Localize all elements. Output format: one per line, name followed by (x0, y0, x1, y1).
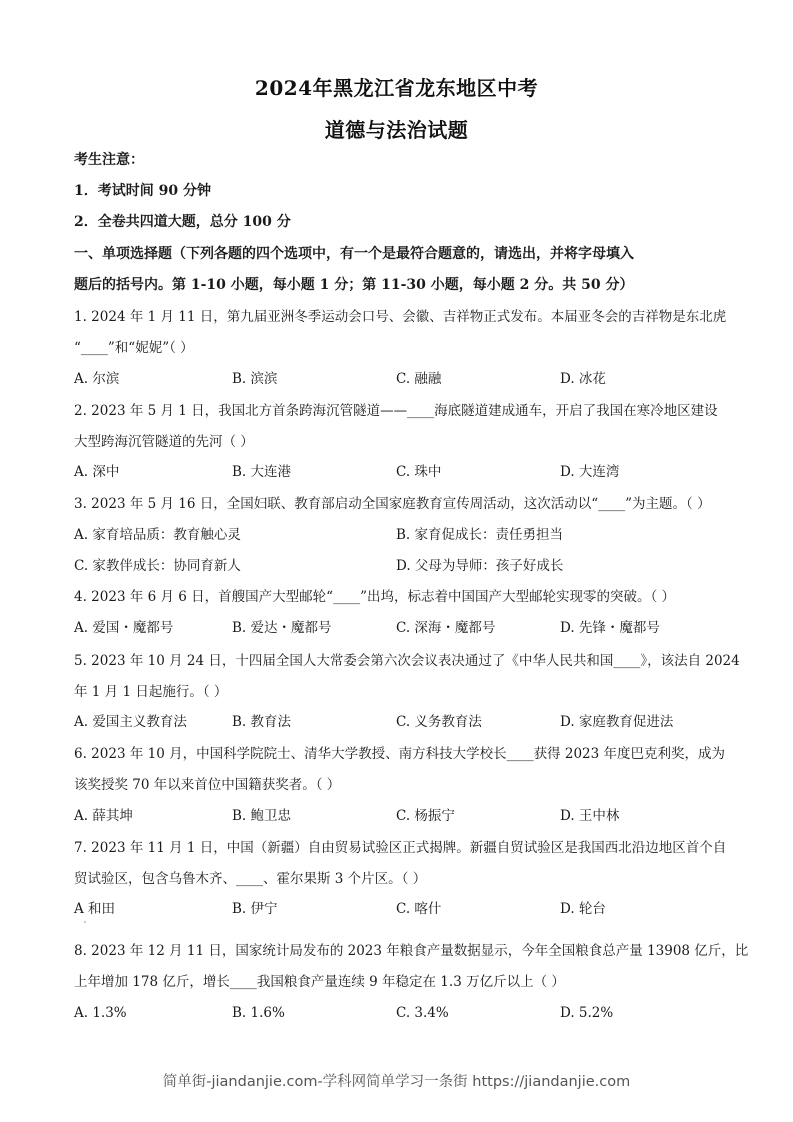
options-row (74, 807, 734, 825)
option-a[interactable]: A. 薛其坤 (74, 808, 133, 824)
question-text: 1. 2024 年 1 月 11 日，第九届亚洲冬季运动会口号、会徽、吉祥物正式发布。本届亚冬会的吉祥物是东北虎 (74, 309, 727, 325)
question-text: 2. 2023 年 5 月 1 日，我国北方首条跨海沉管隧道——____海底隧道建成通车，开启了我国在寒冷地区建设 (74, 403, 718, 419)
notice-item-1: 1．考试时间 90 分钟 (74, 183, 211, 199)
question-text: 大型跨海沉管隧道的先河（ ） (74, 434, 254, 450)
option-a[interactable]: A. 1.3% (74, 1005, 127, 1021)
option-c[interactable]: C. 3.4% (396, 1005, 449, 1021)
option-c[interactable]: C. 义务教育法 (396, 714, 482, 730)
question-text: 3. 2023 年 5 月 16 日，全国妇联、教育部启动全国家庭教育宣传周活动，这次活动以“____”为主题。（ ） (74, 496, 711, 512)
option-c[interactable]: C. 融融 (396, 371, 442, 387)
options-row (74, 370, 734, 388)
option-c[interactable]: C. 珠中 (396, 464, 442, 480)
option-d[interactable]: D. 王中林 (560, 808, 620, 824)
question-text: 7. 2023 年 11 月 1 日，中国（新疆）自由贸易试验区正式揭牌。新疆自贸试验区是我国西北沿边地区首个自 (74, 840, 727, 856)
option-b[interactable]: B. 爱达・魔都号 (232, 620, 332, 636)
options-row (74, 463, 734, 481)
option-a[interactable]: A. 深中 (74, 464, 120, 480)
option-d[interactable]: D. 家庭教育促进法 (560, 714, 674, 730)
options-row (74, 526, 734, 544)
option-a[interactable]: A 和田 (74, 901, 116, 917)
option-d[interactable]: D. 轮台 (560, 901, 606, 917)
option-d[interactable]: D. 父母为导师：孩子好成长 (396, 558, 564, 574)
scan-speck (84, 921, 86, 923)
option-a[interactable]: A. 爱国主义教育法 (74, 714, 187, 730)
option-a[interactable]: A. 尔滨 (74, 371, 120, 387)
option-b[interactable]: B. 滨滨 (232, 371, 278, 387)
question-text: 年 1 月 1 日起施行。（ ） (74, 684, 228, 700)
question-text: “____”和“妮妮”（ ） (74, 340, 194, 356)
option-c[interactable]: C. 喀什 (396, 901, 442, 917)
option-d[interactable]: D. 冰花 (560, 371, 606, 387)
options-row (74, 1004, 734, 1022)
notice-item-2: 2．全卷共四道大题，总分 100 分 (74, 214, 291, 230)
question-text: 5. 2023 年 10 月 24 日，十四届全国人大常委会第六次会议表决通过了《中华人民共和国____》，该法自 2024 (74, 653, 740, 669)
option-b[interactable]: B. 家育促成长：责任勇担当 (396, 527, 564, 543)
options-row (74, 619, 734, 637)
footer-watermark: 简单街-jiandanjie.com-学科网简单学习一条街 https://jiandanjie.com (162, 1074, 631, 1090)
section-instruction-line-1: 一、单项选择题（下列各题的四个选项中，有一个是最符合题意的，请选出，并将字母填入 (74, 246, 634, 262)
option-c[interactable]: C. 深海・魔都号 (396, 620, 496, 636)
option-b[interactable]: B. 教育法 (232, 714, 292, 730)
options-row (74, 900, 734, 918)
option-c[interactable]: C. 家教伴成长：协同育新人 (74, 558, 241, 574)
options-row (74, 713, 734, 731)
notice-heading: 考生注意： (74, 152, 144, 168)
option-b[interactable]: B. 1.6% (232, 1005, 285, 1021)
option-c[interactable]: C. 杨振宁 (396, 808, 455, 824)
option-b[interactable]: B. 伊宁 (232, 901, 278, 917)
question-text: 上年增加 178 亿斤，增长____我国粮食产量连续 9 年稳定在 1.3 万亿斤以上（ ） (74, 974, 565, 990)
option-d[interactable]: D. 先锋・魔都号 (560, 620, 660, 636)
option-b[interactable]: B. 鲍卫忠 (232, 808, 292, 824)
option-a[interactable]: A. 爱国・魔都号 (74, 620, 174, 636)
exam-subtitle: 道德与法治试题 (324, 118, 469, 142)
option-d[interactable]: D. 5.2% (560, 1005, 614, 1021)
exam-title: 2024年黑龙江省龙东地区中考 (254, 76, 539, 100)
option-a[interactable]: A. 家育培品质：教育触心灵 (74, 527, 241, 543)
question-text: 6. 2023 年 10 月，中国科学院院士、清华大学教授、南方科技大学校长____获得 2023 年度巴克利奖，成为 (74, 746, 726, 762)
options-row (74, 557, 734, 575)
question-text: 贸试验区，包含乌鲁木齐、____、霍尔果斯 3 个片区。（ ） (74, 871, 427, 887)
question-text: 该奖授奖 70 年以来首位中国籍获奖者。（ ） (74, 777, 341, 793)
question-text: 4. 2023 年 6 月 6 日，首艘国产大型邮轮“____”出坞，标志着中国国产大型邮轮实现零的突破。（ ） (74, 589, 676, 605)
question-text: 8. 2023 年 12 月 11 日，国家统计局发布的 2023 年粮食产量数据显示，今年全国粮食总产量 13908 亿斤，比 (74, 943, 749, 959)
option-b[interactable]: B. 大连港 (232, 464, 292, 480)
section-instruction-line-2: 题后的括号内。第 1-10 小题，每小题 1 分；第 11-30 小题，每小题 2 分。共 50 分） (74, 277, 634, 293)
option-d[interactable]: D. 大连湾 (560, 464, 620, 480)
